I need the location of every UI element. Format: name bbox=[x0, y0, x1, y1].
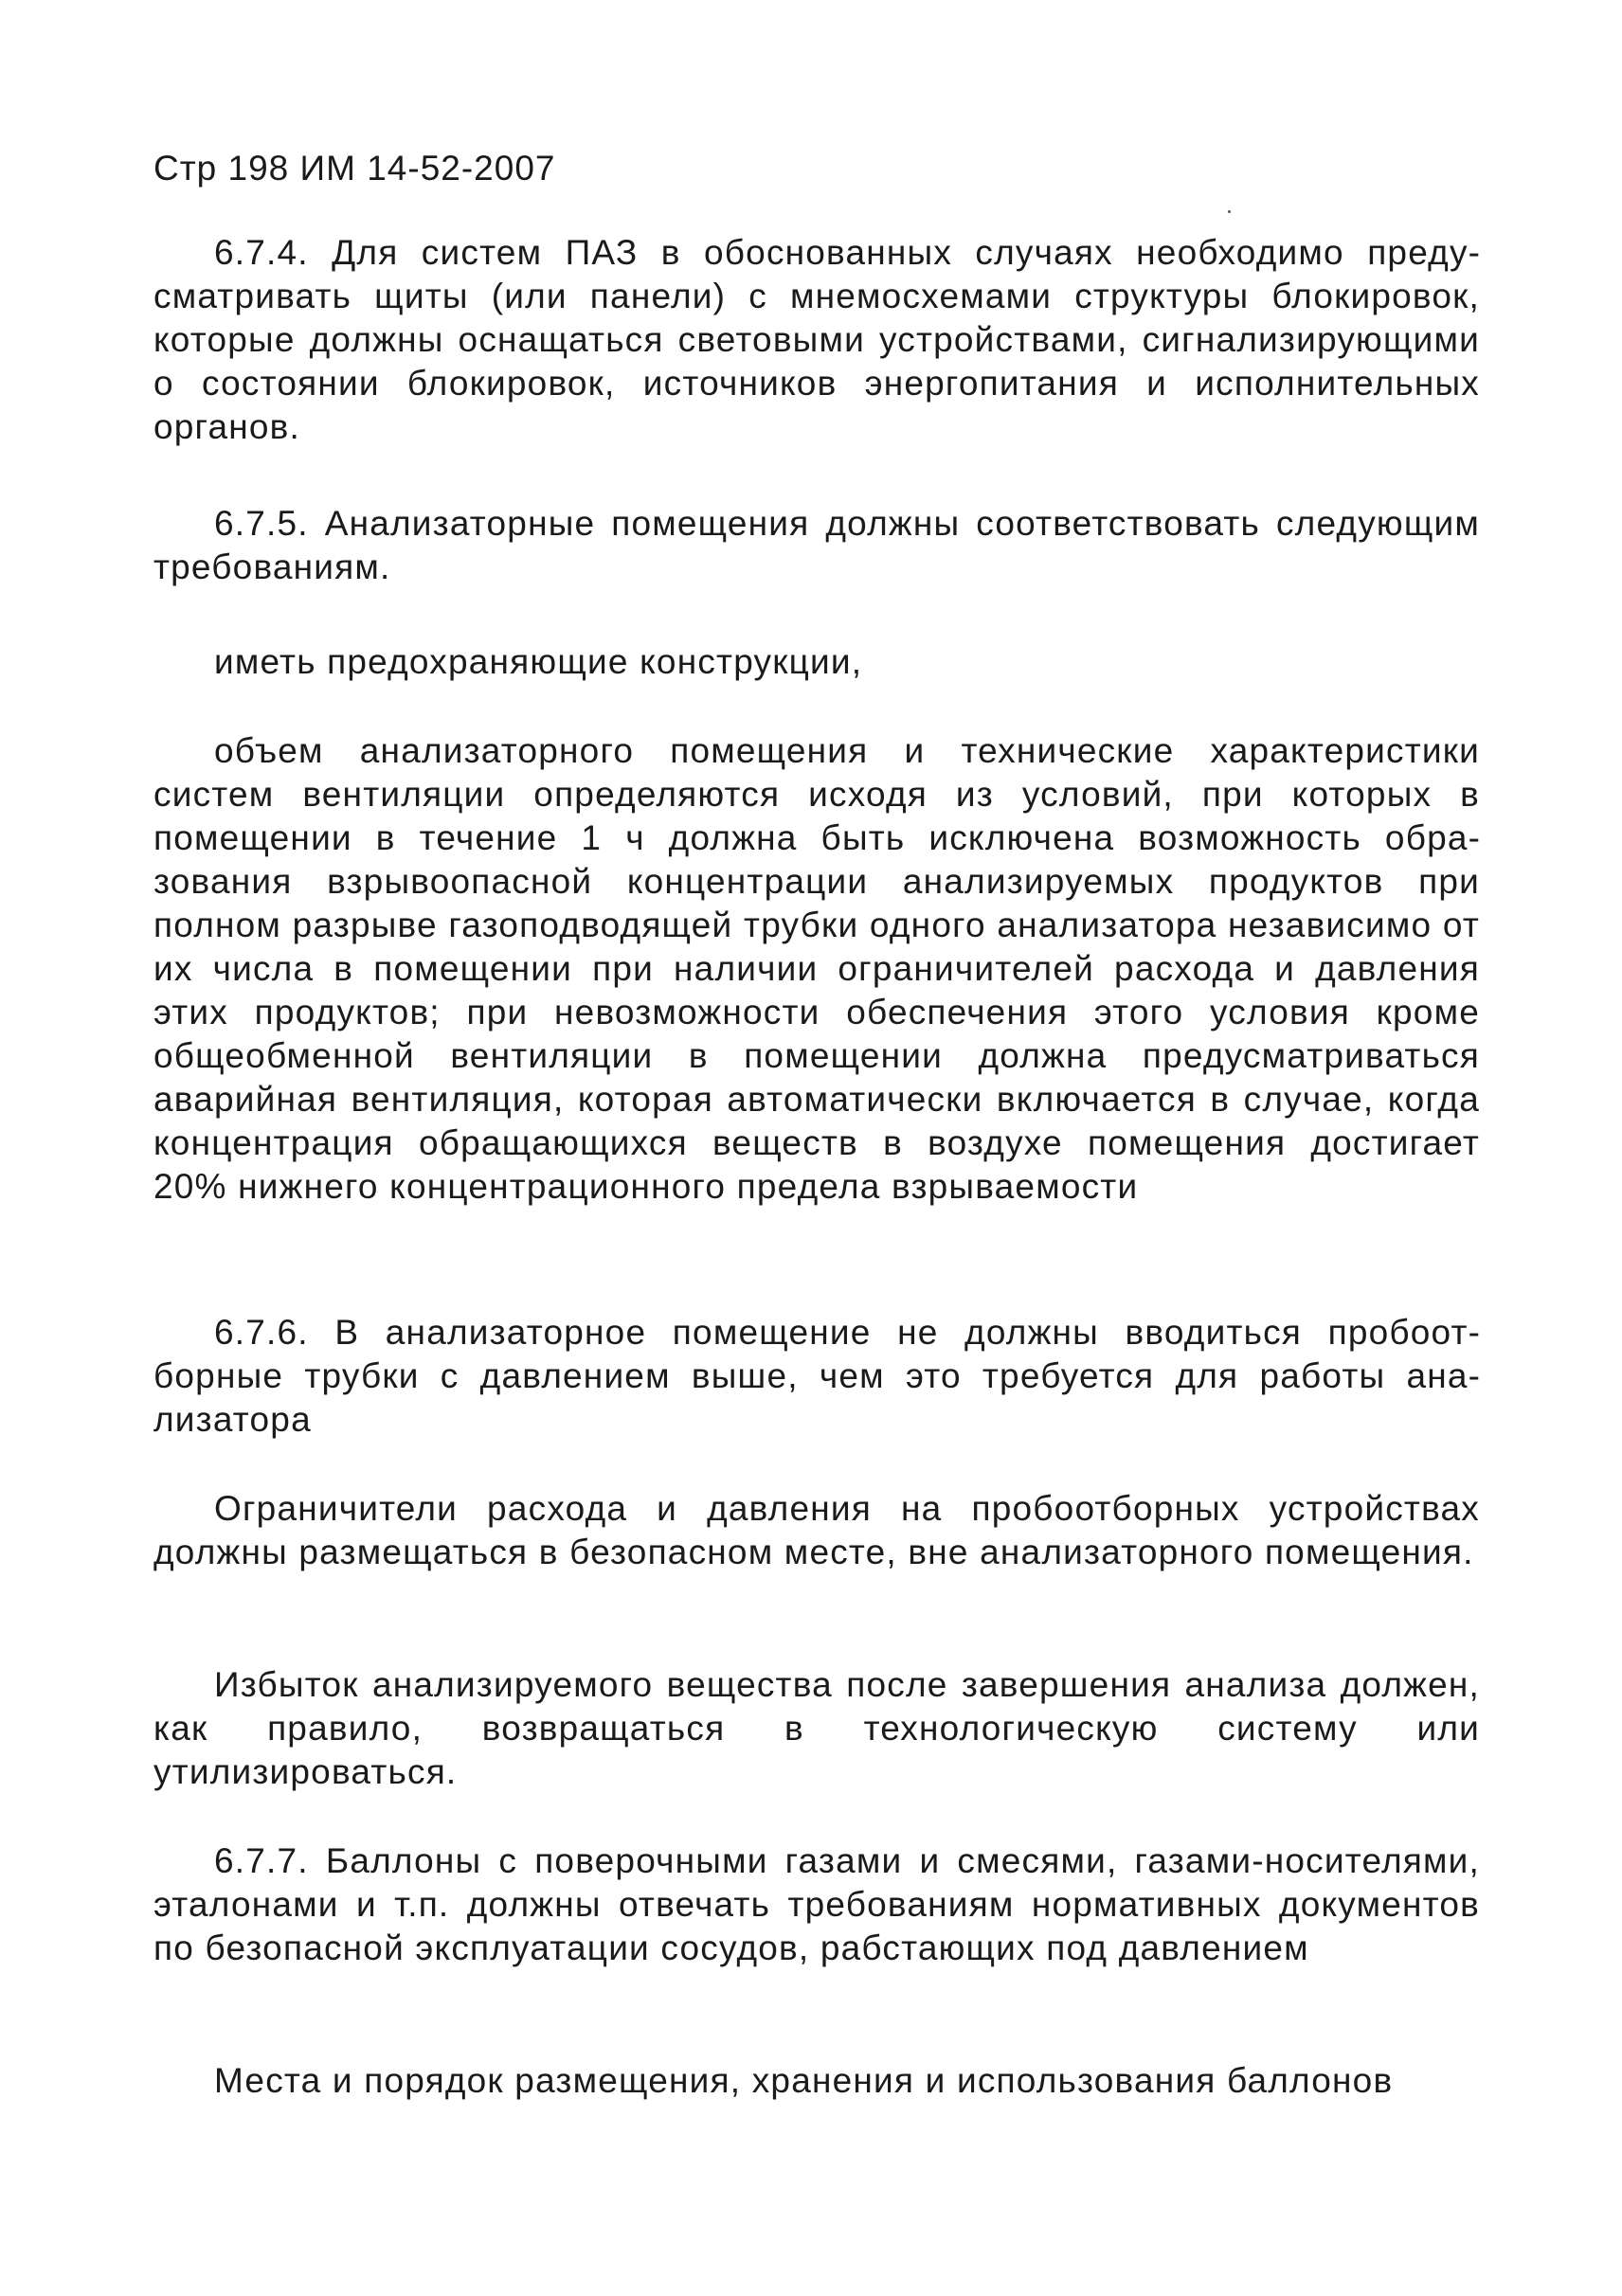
paragraph-6-7-7: 6.7.7. Баллоны с поверочными газами и смесями, газами-носителями, эталонами и т.п. должны отвечать требованиям нормативных документов по безопасной эксплуатации сосудов, рабстающих под давлением bbox=[153, 1841, 1480, 1967]
scan-speck bbox=[1228, 210, 1231, 213]
paragraph-6-7-4: 6.7.4. Для систем ПАЗ в обоснованных случаях необходимо предусматривать щиты (или панели) с мнемосхемами структуры блокировок, которые должны оснащаться световыми устройствами, сигнализирующими о состоянии блокировок, источников энергопитания и исполнительных органов. bbox=[153, 233, 1480, 446]
paragraph-protective-constructions: иметь предохраняющие конструкции, bbox=[214, 642, 863, 681]
paragraph-limiters: Ограничители расхода и давления на пробоотборных устройствах должны размещаться в безопасном месте, вне анализаторного помещения. bbox=[153, 1489, 1480, 1571]
paragraph-6-7-5: 6.7.5. Анализаторные помещения должны соответствовать следующим требованиям. bbox=[153, 504, 1480, 586]
paragraph-room-volume: объем анализаторного помещения и технические характеристики систем вентиляции определяются исходя из условий, при которых в помещении в течение 1 ч должна быть исключена возможность образования взрывоопасной концентрации анализируемых продуктов при полном разрыве газоподводящей трубки одного анализатора независимо от их числа в помещении при наличии ограничителей расхода и давления этих продуктов; при невозможности обеспечения этого условия кроме общеобменной вентиляции в помещении должна предусматриваться аварийная вентиляция, которая автоматически включается в случае, когда концентрация обращающихся веществ в воздухе помещения достигает 20% нижнего концентрационного предела взрываемости bbox=[153, 731, 1480, 1206]
page-header: Стр 198 ИМ 14-52-2007 bbox=[153, 149, 556, 188]
paragraph-excess-substance: Избыток анализируемого вещества после завершения анализа должен, как правило, возвращаться в технологическую систему или утилизироваться. bbox=[153, 1665, 1480, 1791]
paragraph-6-7-6: 6.7.6. В анализаторное помещение не должны вводиться пробоотборные трубки с давлением выше, чем это требуется для работы анализатора bbox=[153, 1313, 1480, 1439]
paragraph-cylinder-placement: Места и порядок размещения, хранения и использования баллонов bbox=[214, 2061, 1394, 2100]
